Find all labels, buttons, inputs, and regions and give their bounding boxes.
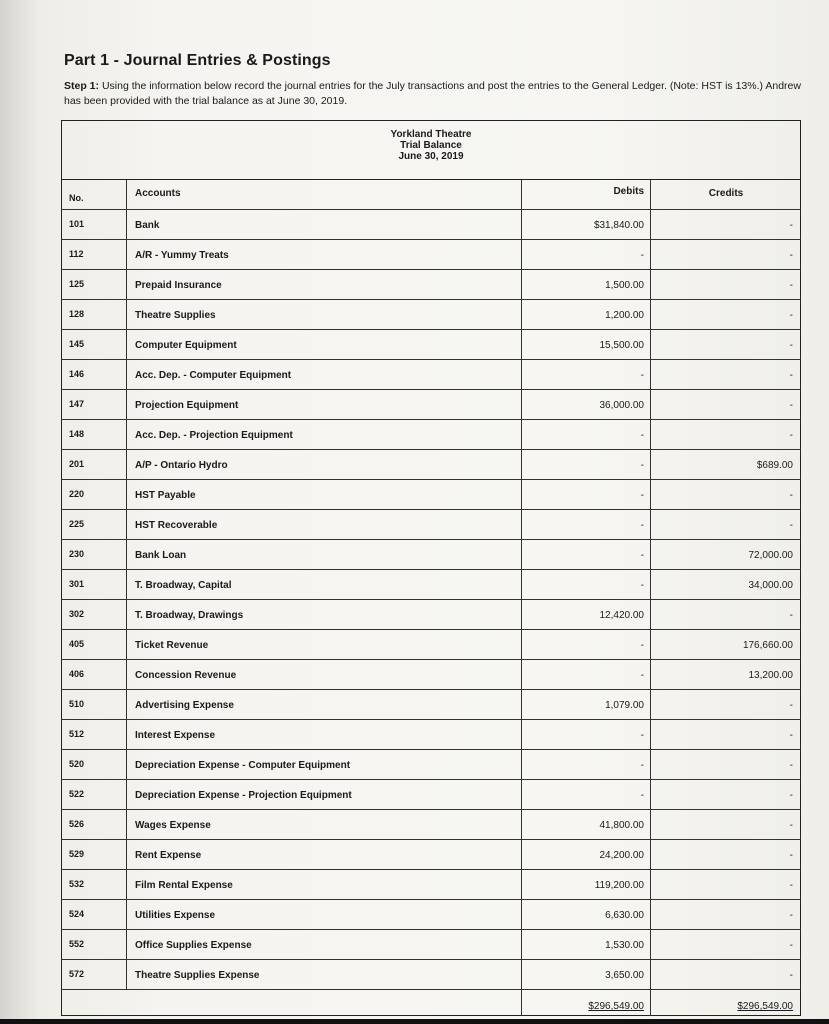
account-number: 520 bbox=[61, 750, 127, 779]
table-row bbox=[61, 599, 801, 629]
credit-amount: - bbox=[789, 970, 793, 981]
account-number: 128 bbox=[61, 300, 127, 329]
table-row bbox=[61, 359, 801, 389]
credit-amount: - bbox=[789, 760, 793, 771]
table-row bbox=[61, 539, 801, 569]
trial-balance-header bbox=[62, 129, 800, 162]
table-row bbox=[61, 839, 801, 869]
credit-amount: - bbox=[789, 280, 793, 291]
account-name: Interest Expense bbox=[135, 730, 216, 741]
debit-amount: 24,200.00 bbox=[521, 840, 651, 869]
debit-amount: - bbox=[521, 720, 651, 749]
account-number: 125 bbox=[61, 270, 127, 299]
credit-amount: - bbox=[789, 370, 793, 381]
account-name: Depreciation Expense - Projection Equipment bbox=[135, 790, 352, 801]
account-number: 512 bbox=[61, 720, 127, 749]
table-row bbox=[61, 239, 801, 269]
header-no: No. bbox=[61, 180, 127, 209]
account-number: 405 bbox=[61, 630, 127, 659]
debit-amount: - bbox=[521, 660, 651, 689]
instructions-step: Step 1: bbox=[64, 80, 100, 92]
account-name: Concession Revenue bbox=[135, 670, 237, 681]
debit-amount: 1,079.00 bbox=[521, 690, 651, 719]
credit-amount: - bbox=[789, 310, 793, 321]
account-number: 532 bbox=[61, 870, 127, 899]
debit-amount: $31,840.00 bbox=[521, 210, 651, 239]
debit-amount: - bbox=[521, 540, 651, 569]
account-name: Depreciation Expense - Computer Equipment bbox=[135, 760, 351, 771]
account-name: Acc. Dep. - Projection Equipment bbox=[135, 430, 293, 441]
debit-amount: - bbox=[521, 480, 651, 509]
table-row bbox=[61, 209, 801, 239]
credit-amount: $689.00 bbox=[756, 460, 793, 471]
credit-amount: - bbox=[789, 250, 793, 261]
credit-amount: - bbox=[789, 880, 793, 891]
credit-amount: - bbox=[789, 790, 793, 801]
debit-amount: 36,000.00 bbox=[521, 390, 651, 419]
credit-amount: - bbox=[789, 340, 793, 351]
debit-amount: 12,420.00 bbox=[521, 600, 651, 629]
account-name: Advertising Expense bbox=[135, 700, 234, 711]
account-number: 552 bbox=[61, 930, 127, 959]
credit-amount: - bbox=[789, 940, 793, 951]
account-number: 146 bbox=[61, 360, 127, 389]
account-name: Bank bbox=[135, 220, 160, 231]
account-number: 148 bbox=[61, 420, 127, 449]
account-number: 301 bbox=[61, 570, 127, 599]
debit-amount: 6,630.00 bbox=[521, 900, 651, 929]
total-credits: $296,549.00 bbox=[737, 1001, 793, 1012]
account-name: T. Broadway, Drawings bbox=[135, 610, 244, 621]
account-name: Rent Expense bbox=[135, 850, 202, 861]
header-debits: Debits bbox=[521, 180, 651, 209]
debit-amount: - bbox=[521, 510, 651, 539]
debit-amount: 15,500.00 bbox=[521, 330, 651, 359]
account-name: Film Rental Expense bbox=[135, 880, 233, 891]
account-name: Theatre Supplies bbox=[135, 310, 216, 321]
account-name: Projection Equipment bbox=[135, 400, 239, 411]
credit-amount: - bbox=[789, 610, 793, 621]
debit-amount: 1,200.00 bbox=[521, 300, 651, 329]
account-name: Prepaid Insurance bbox=[135, 280, 222, 291]
debit-amount: 41,800.00 bbox=[521, 810, 651, 839]
account-number: 145 bbox=[61, 330, 127, 359]
credit-amount: - bbox=[789, 910, 793, 921]
account-name: A/P - Ontario Hydro bbox=[135, 460, 228, 471]
credit-amount: 34,000.00 bbox=[748, 580, 793, 591]
account-number: 101 bbox=[61, 210, 127, 239]
account-name: Theatre Supplies Expense bbox=[135, 970, 260, 981]
account-number: 406 bbox=[61, 660, 127, 689]
table-row bbox=[61, 419, 801, 449]
company-name: Yorkland Theatre bbox=[390, 129, 472, 140]
credit-amount: 13,200.00 bbox=[748, 670, 793, 681]
credit-amount: - bbox=[789, 430, 793, 441]
header-accounts: Accounts bbox=[135, 188, 181, 199]
debit-amount: - bbox=[521, 450, 651, 479]
table-row bbox=[61, 389, 801, 419]
account-name: HST Payable bbox=[135, 490, 196, 501]
table-row bbox=[61, 659, 801, 689]
credit-amount: 176,660.00 bbox=[742, 640, 793, 651]
instructions-text: Using the information below record the journal entries for the July transactions and post the entries to the General Ledger. (Note: HST is 13%.) Andrew has been provided with the trial balance as at June 30, 2019. bbox=[64, 80, 801, 107]
debit-amount: - bbox=[521, 420, 651, 449]
statement-title: Trial Balance bbox=[400, 140, 462, 151]
credit-amount: - bbox=[789, 400, 793, 411]
account-number: 529 bbox=[61, 840, 127, 869]
account-name: Office Supplies Expense bbox=[135, 940, 252, 951]
account-number: 510 bbox=[61, 690, 127, 719]
debit-amount: 3,650.00 bbox=[521, 960, 651, 989]
credit-amount: - bbox=[789, 820, 793, 831]
account-name: A/R - Yummy Treats bbox=[135, 250, 229, 261]
table-row bbox=[61, 299, 801, 329]
credit-amount: - bbox=[789, 730, 793, 741]
debit-amount: 1,500.00 bbox=[521, 270, 651, 299]
account-name: Computer Equipment bbox=[135, 340, 237, 351]
account-name: Wages Expense bbox=[135, 820, 211, 831]
account-number: 524 bbox=[61, 900, 127, 929]
account-number: 572 bbox=[61, 960, 127, 989]
credit-amount: - bbox=[789, 220, 793, 231]
table-row bbox=[61, 929, 801, 959]
account-number: 526 bbox=[61, 810, 127, 839]
credit-amount: - bbox=[789, 520, 793, 531]
debit-amount: - bbox=[521, 780, 651, 809]
page-title: Part 1 - Journal Entries & Postings bbox=[64, 52, 331, 69]
credit-amount: - bbox=[789, 850, 793, 861]
table-row bbox=[61, 449, 801, 479]
total-debits: $296,549.00 bbox=[521, 990, 651, 1016]
table-row bbox=[61, 569, 801, 599]
credit-amount: - bbox=[789, 700, 793, 711]
table-row bbox=[61, 779, 801, 809]
account-number: 147 bbox=[61, 390, 127, 419]
table-row bbox=[61, 329, 801, 359]
table-header-row bbox=[61, 179, 801, 209]
debit-amount: 1,530.00 bbox=[521, 930, 651, 959]
bottom-edge bbox=[0, 1019, 829, 1024]
account-number: 302 bbox=[61, 600, 127, 629]
table-row bbox=[61, 809, 801, 839]
account-name: Utilities Expense bbox=[135, 910, 216, 921]
credit-amount: 72,000.00 bbox=[748, 550, 793, 561]
table-row bbox=[61, 959, 801, 989]
table-row bbox=[61, 869, 801, 899]
table-row bbox=[61, 269, 801, 299]
debit-amount: 119,200.00 bbox=[521, 870, 651, 899]
statement-date: June 30, 2019 bbox=[398, 151, 464, 162]
instructions bbox=[64, 79, 804, 109]
account-number: 220 bbox=[61, 480, 127, 509]
debit-amount: - bbox=[521, 570, 651, 599]
table-row bbox=[61, 749, 801, 779]
account-number: 225 bbox=[61, 510, 127, 539]
debit-amount: - bbox=[521, 630, 651, 659]
debit-amount: - bbox=[521, 360, 651, 389]
table-row bbox=[61, 899, 801, 929]
account-name: Bank Loan bbox=[135, 550, 187, 561]
account-number: 112 bbox=[61, 240, 127, 269]
account-name: Acc. Dep. - Computer Equipment bbox=[135, 370, 292, 381]
table-row bbox=[61, 689, 801, 719]
account-name: HST Recoverable bbox=[135, 520, 218, 531]
totals-row bbox=[61, 989, 801, 1016]
account-number: 522 bbox=[61, 780, 127, 809]
table-row bbox=[61, 509, 801, 539]
account-number: 230 bbox=[61, 540, 127, 569]
account-name: T. Broadway, Capital bbox=[135, 580, 232, 591]
header-credits: Credits bbox=[708, 188, 744, 199]
page-shadow bbox=[0, 0, 40, 1024]
table-row bbox=[61, 719, 801, 749]
debit-amount: - bbox=[521, 240, 651, 269]
account-number: 201 bbox=[61, 450, 127, 479]
debit-amount: - bbox=[521, 750, 651, 779]
account-name: Ticket Revenue bbox=[135, 640, 209, 651]
table-row bbox=[61, 629, 801, 659]
table-row bbox=[61, 479, 801, 509]
credit-amount: - bbox=[789, 490, 793, 501]
